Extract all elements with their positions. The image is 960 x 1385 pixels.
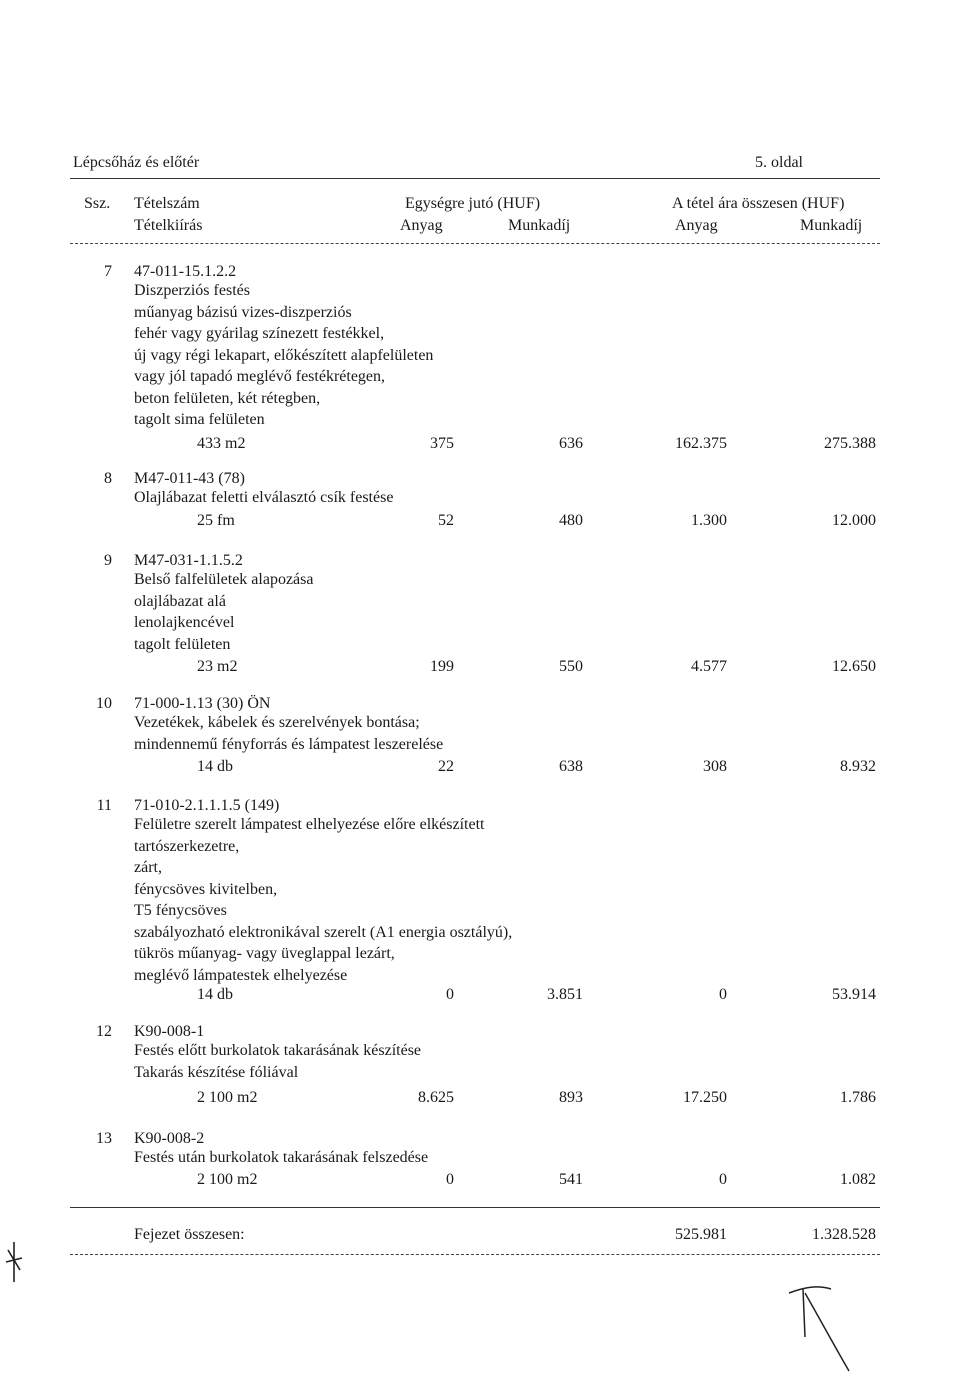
total-material-price: 1.300 [691, 512, 727, 529]
item-code: M47-031-1.1.5.2 [134, 552, 243, 569]
item-code: 71-010-2.1.1.1.5 (149) [134, 797, 280, 814]
unit-material-price: 52 [438, 512, 454, 529]
unit-labor-price: 480 [559, 512, 583, 529]
item-quantity: 2 100 m2 [197, 1171, 258, 1188]
unit-labor-price: 636 [559, 435, 583, 452]
item-quantity: 14 db [197, 986, 233, 1003]
total-rule-top [70, 1207, 880, 1208]
header-rule [70, 178, 880, 179]
total-labor-price: 275.388 [824, 435, 876, 452]
total-material-price: 0 [719, 986, 727, 1003]
total-material-price: 0 [719, 1171, 727, 1188]
item-code: K90-008-1 [134, 1023, 205, 1040]
unit-material-price: 8.625 [418, 1089, 454, 1106]
col-total-anyag: Anyag [675, 217, 718, 234]
item-number: 8 [104, 470, 112, 487]
unit-material-price: 375 [430, 435, 454, 452]
total-labor-price: 1.786 [840, 1089, 876, 1106]
unit-labor-price: 541 [559, 1171, 583, 1188]
margin-mark-icon [2, 1240, 26, 1284]
unit-labor-price: 638 [559, 758, 583, 775]
column-rule [70, 243, 880, 244]
item-code: 71-000-1.13 (30) ÖN [134, 695, 271, 712]
item-number: 7 [104, 263, 112, 280]
item-description: Festés előtt burkolatok takarásának készítése Takarás készítése fóliával [134, 1042, 422, 1081]
total-material-price: 162.375 [675, 435, 727, 452]
total-label: Fejezet összesen: [134, 1226, 245, 1243]
col-tetel-ara: A tétel ára összesen (HUF) [672, 195, 845, 212]
col-tetelszam: Tételszám [134, 195, 200, 212]
item-description: Diszperziós festés műanyag bázisú vizes-diszperziós fehér vagy gyárilag színezett festékkel, új vagy régi lekapart, előkészített alapfelületen vagy jól tapadó meglévő festékrétegen, beton felületen, két rétegben, tagolt sima felületen [134, 282, 434, 428]
item-number: 13 [96, 1130, 112, 1147]
col-unit-anyag: Anyag [400, 217, 443, 234]
item-quantity: 23 m2 [197, 658, 238, 675]
total-material: 525.981 [675, 1226, 727, 1243]
col-egysegre: Egységre jutó (HUF) [405, 195, 541, 212]
total-labor-price: 12.000 [832, 512, 876, 529]
col-unit-munkadij: Munkadíj [508, 217, 571, 234]
page-number: 5. oldal [755, 154, 803, 171]
unit-labor-price: 893 [559, 1089, 583, 1106]
item-description: Olajlábazat feletti elválasztó csík festése [134, 489, 394, 506]
item-number: 10 [96, 695, 112, 712]
item-quantity: 14 db [197, 758, 233, 775]
item-quantity: 25 fm [197, 512, 235, 529]
total-material-price: 308 [703, 758, 727, 775]
total-labor-price: 53.914 [832, 986, 876, 1003]
item-code: K90-008-2 [134, 1130, 205, 1147]
item-code: 47-011-15.1.2.2 [134, 263, 237, 280]
unit-material-price: 199 [430, 658, 454, 675]
unit-material-price: 0 [446, 986, 454, 1003]
col-tetelkiiras: Tételkiírás [134, 217, 203, 234]
total-rule-bottom [70, 1254, 880, 1255]
item-description: Vezetékek, kábelek és szerelvények bontása; mindennemű fényforrás és lámpatest leszerelése [134, 714, 444, 753]
total-labor-price: 1.082 [840, 1171, 876, 1188]
unit-material-price: 22 [438, 758, 454, 775]
item-number: 12 [96, 1023, 112, 1040]
section-title: Lépcsőház és előtér [73, 154, 200, 171]
item-code: M47-011-43 (78) [134, 470, 245, 487]
col-ssz: Ssz. [84, 195, 111, 212]
item-number: 9 [104, 552, 112, 569]
unit-labor-price: 3.851 [547, 986, 583, 1003]
item-number: 11 [96, 797, 112, 814]
total-labor: 1.328.528 [812, 1226, 876, 1243]
col-total-munkadij: Munkadíj [800, 217, 863, 234]
item-description: Festés után burkolatok takarásának felszedése [134, 1149, 429, 1166]
total-material-price: 4.577 [691, 658, 727, 675]
unit-material-price: 0 [446, 1171, 454, 1188]
total-labor-price: 8.932 [840, 758, 876, 775]
item-quantity: 2 100 m2 [197, 1089, 258, 1106]
unit-labor-price: 550 [559, 658, 583, 675]
total-labor-price: 12.650 [832, 658, 876, 675]
signature-mark [785, 1275, 855, 1375]
item-quantity: 433 m2 [197, 435, 246, 452]
item-description: Belső falfelületek alapozása olajlábazat alá lenolajkencével tagolt felületen [134, 571, 314, 653]
total-material-price: 17.250 [683, 1089, 727, 1106]
item-description: Felületre szerelt lámpatest elhelyezése előre elkészített tartószerkezetre, zárt, fénycsöves kivitelben, T5 fénycsöves szabályozható elektronikával szerelt (A1 energia osztályú), tükrös műanyag- vagy üveglappal lezárt, meglévő lámpatestek elhelyezése [134, 816, 513, 984]
